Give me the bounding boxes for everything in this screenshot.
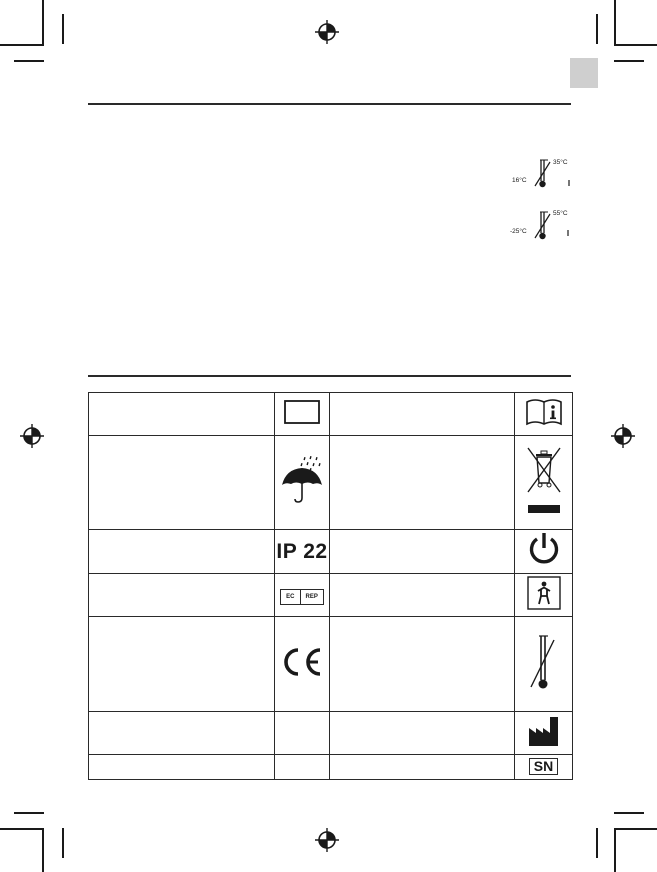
crop-mark — [62, 828, 64, 858]
section-rule-top — [88, 103, 571, 105]
crop-mark — [62, 14, 64, 44]
description-cell — [89, 755, 275, 780]
storage-temperature-range — [510, 208, 574, 242]
description-cell — [89, 712, 275, 755]
chapter-side-tab — [570, 58, 598, 88]
crop-mark — [614, 828, 616, 872]
description-cell — [330, 393, 515, 436]
manufacturer-factory-icon — [525, 714, 563, 748]
crop-mark — [614, 44, 657, 46]
crop-mark — [42, 0, 44, 44]
ip-rating-label: IP 22 — [276, 539, 328, 563]
symbol-cell — [515, 755, 573, 780]
crop-mark — [14, 60, 44, 62]
description-cell — [89, 436, 275, 530]
power-standby-icon — [525, 530, 563, 568]
ce-mark-icon — [278, 645, 326, 679]
symbol-cell — [275, 393, 330, 436]
crop-mark — [596, 14, 598, 44]
registration-mark-icon — [611, 424, 635, 448]
table-row — [89, 393, 573, 436]
registration-mark-icon — [20, 424, 44, 448]
crop-mark — [614, 0, 616, 44]
description-cell — [89, 617, 275, 712]
description-cell — [330, 712, 515, 755]
description-cell — [330, 755, 515, 780]
description-cell — [330, 530, 515, 574]
crop-mark — [0, 44, 44, 46]
temperature-low-label: -25°C — [510, 228, 527, 235]
description-cell — [89, 530, 275, 574]
temperature-low-label: 16°C — [512, 177, 527, 184]
symbol-cell — [515, 530, 573, 574]
ec-label: EC — [286, 594, 295, 600]
symbol-cell — [515, 574, 573, 617]
crop-mark — [14, 812, 44, 814]
description-cell — [330, 574, 515, 617]
table-row — [89, 574, 573, 617]
description-cell — [330, 617, 515, 712]
description-cell — [89, 574, 275, 617]
blank-box-icon — [283, 399, 321, 425]
table-row — [89, 436, 573, 530]
table-row — [89, 712, 573, 755]
temperature-high-label: 35°C — [553, 159, 568, 166]
weee-crossed-bin-icon — [524, 440, 564, 520]
crop-mark — [596, 828, 598, 858]
operating-temperature-range — [512, 156, 574, 190]
ec-rep-authorized-representative-icon — [280, 589, 324, 605]
temperature-high-label: 55°C — [553, 210, 568, 217]
symbol-cell — [275, 755, 330, 780]
temperature-limit-icon — [532, 156, 574, 190]
symbol-cell — [515, 393, 573, 436]
crop-mark — [0, 828, 44, 830]
description-cell — [330, 436, 515, 530]
rep-label: REP — [300, 590, 323, 604]
section-rule-middle — [88, 375, 571, 377]
temperature-limit-icon — [526, 630, 562, 694]
symbols-table — [88, 392, 573, 780]
keep-dry-umbrella-icon — [278, 455, 326, 505]
crop-mark — [614, 60, 644, 62]
symbol-cell — [515, 712, 573, 755]
registration-mark-icon — [315, 20, 339, 44]
symbol-cell — [275, 712, 330, 755]
symbol-cell — [515, 436, 573, 530]
symbol-cell — [275, 530, 330, 574]
crop-mark — [614, 828, 657, 830]
symbol-cell — [515, 617, 573, 712]
type-bf-applied-part-icon — [526, 575, 562, 611]
serial-number-icon: SN — [529, 758, 558, 775]
symbol-cell — [275, 617, 330, 712]
table-row — [89, 755, 573, 780]
table-row — [89, 530, 573, 574]
registration-mark-icon — [315, 828, 339, 852]
symbol-cell — [275, 574, 330, 617]
consult-instructions-icon — [523, 396, 565, 428]
crop-mark — [614, 812, 644, 814]
temperature-limit-icon — [532, 208, 574, 242]
description-cell — [89, 393, 275, 436]
table-row — [89, 617, 573, 712]
crop-mark — [42, 828, 44, 872]
symbol-cell — [275, 436, 330, 530]
